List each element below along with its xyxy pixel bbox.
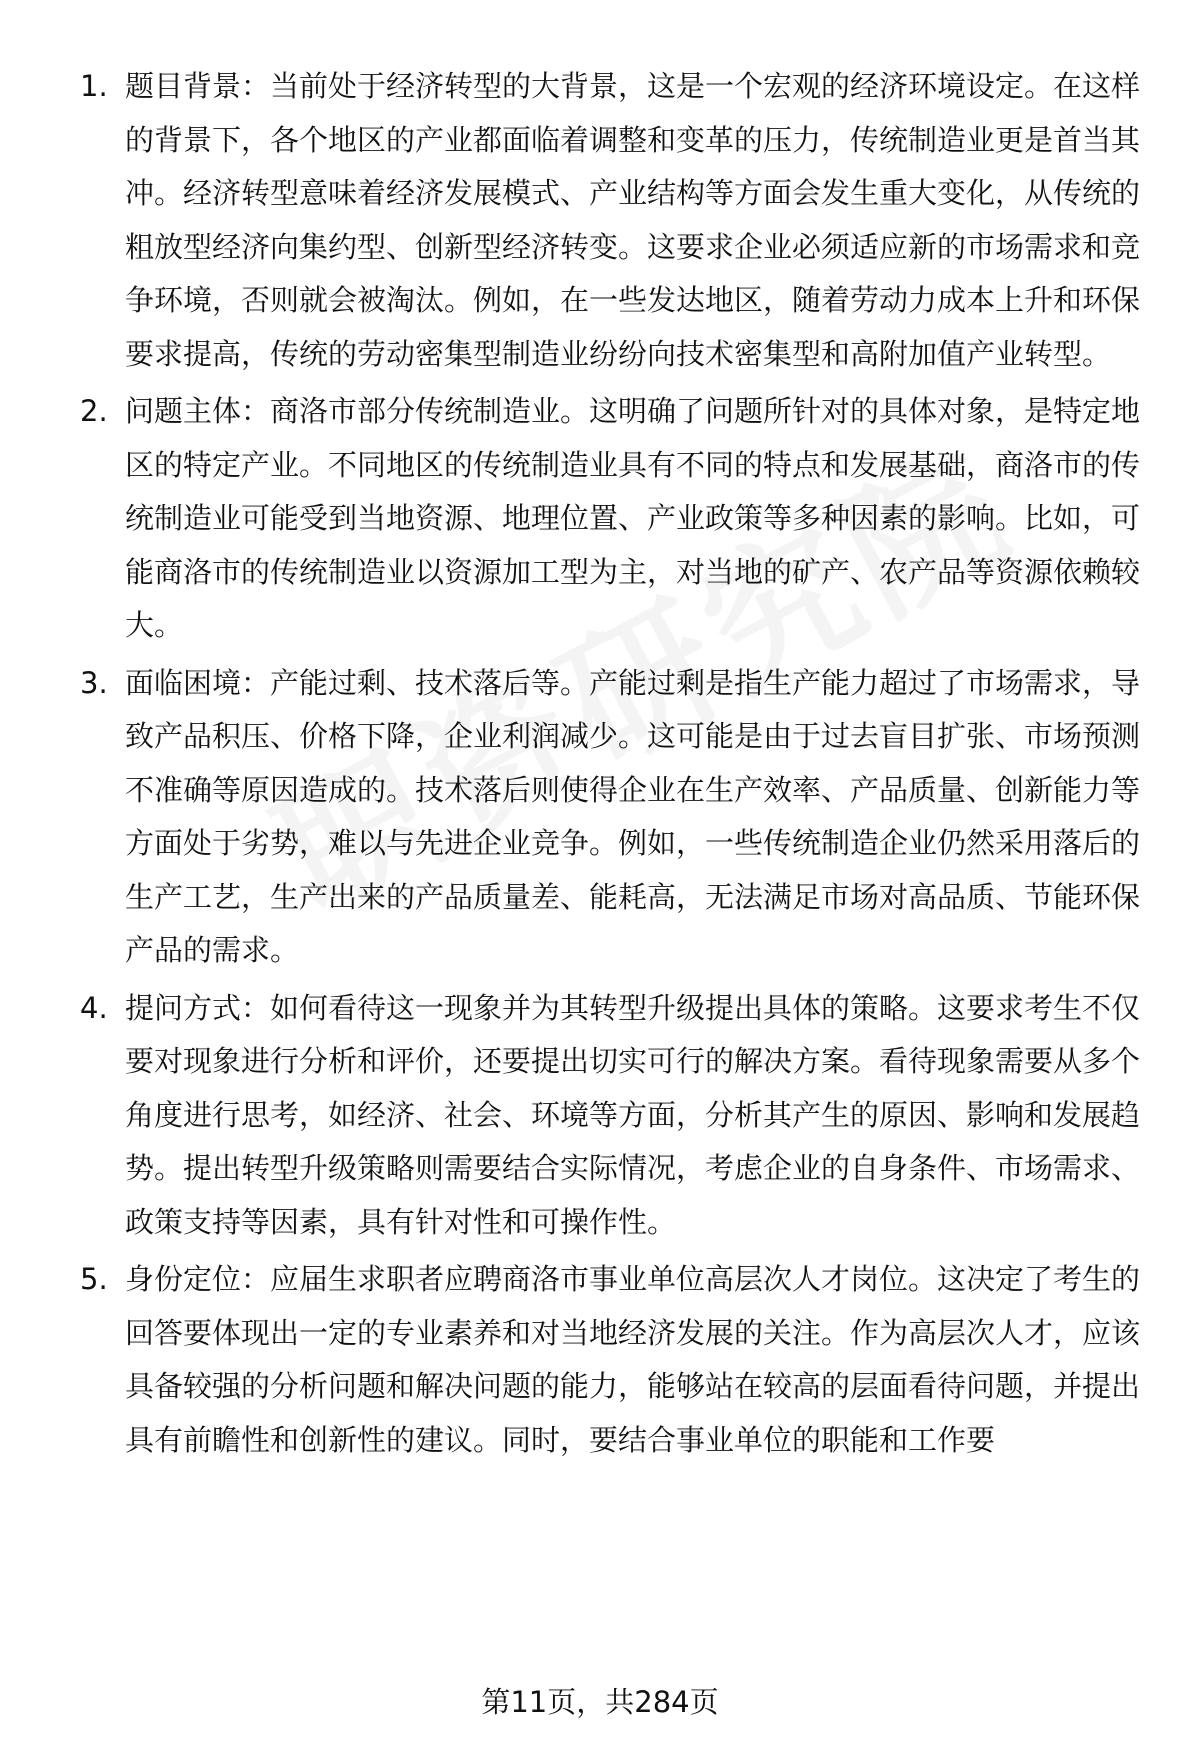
list-item-number: 2.: [80, 394, 108, 428]
list-item-number: 3.: [80, 665, 108, 700]
list-item: [80, 385, 1140, 653]
list-item-text: 身份定位：应届生求职者应聘商洛市事业单位高层次人才岗位。这决定了考生的回答要体现出一定的专业素养和对当地经济发展的关注。作为高层次人才，应该具备较强的分析问题和解决问题的能力，能够站在较高的层面看待问题，并提出具有前瞻性和创新性的建议。同时，要结合事业单位的职能和工作要: [125, 1262, 1141, 1457]
list-item-text: 题目背景：当前处于经济转型的大背景，这是一个宏观的经济环境设定。在这样的背景下，各个地区的产业都面临着调整和变革的压力，传统制造业更是首当其冲。经济转型意味着经济发展模式、产业结构等方面会发生重大变化，从传统的粗放型经济向集约型、创新型经济转变。这要求企业必须适应新的市场需求和竞争环境，否则就会被淘汰。例如，在一些发达地区，随着劳动力成本上升和环保要求提高，传统的劳动密集型制造业纷纷向技术密集型和高附加值产业转型。: [125, 69, 1141, 371]
page-number-footer: 第11页，共284页: [481, 1685, 719, 1719]
list-item-text: 面临困境：产能过剩、技术落后等。产能过剩是指生产能力超过了市场需求，导致产品积压、价格下降，企业利润减少。这可能是由于过去盲目扩张、市场预测不准确等原因造成的。技术落后则使得企业在生产效率、产品质量、创新能力等方面处于劣势，难以与先进企业竞争。例如，一些传统制造企业仍然采用落后的生产工艺，生产出来的产品质量差、能耗高，无法满足市场对高品质、节能环保产品的需求。: [125, 665, 1141, 967]
list-item: [80, 657, 1140, 978]
list-item-number: 5.: [80, 1262, 108, 1296]
list-item: [80, 982, 1140, 1250]
numbered-list: [80, 60, 1140, 1467]
list-item-number: 1.: [80, 69, 108, 103]
list-item-number: 4.: [80, 990, 108, 1025]
list-item: [80, 60, 1140, 381]
document-content: [80, 60, 1140, 1471]
list-item-text: 问题主体：商洛市部分传统制造业。这明确了问题所针对的具体对象，是特定地区的特定产业。不同地区的传统制造业具有不同的特点和发展基础，商洛市的传统制造业可能受到当地资源、地理位置、产业政策等多种因素的影响。比如，可能商洛市的传统制造业以资源加工型为主，对当地的矿产、农产品等资源依赖较大。: [125, 394, 1141, 642]
list-item: [80, 1253, 1140, 1467]
list-item-text: 提问方式：如何看待这一现象并为其转型升级提出具体的策略。这要求考生不仅要对现象进行分析和评价，还要提出切实可行的解决方案。看待现象需要从多个角度进行思考，如经济、社会、环境等方面，分析其产生的原因、影响和发展趋势。提出转型升级策略则需要结合实际情况，考虑企业的自身条件、市场需求、政策支持等因素，具有针对性和可操作性。: [125, 990, 1141, 1239]
